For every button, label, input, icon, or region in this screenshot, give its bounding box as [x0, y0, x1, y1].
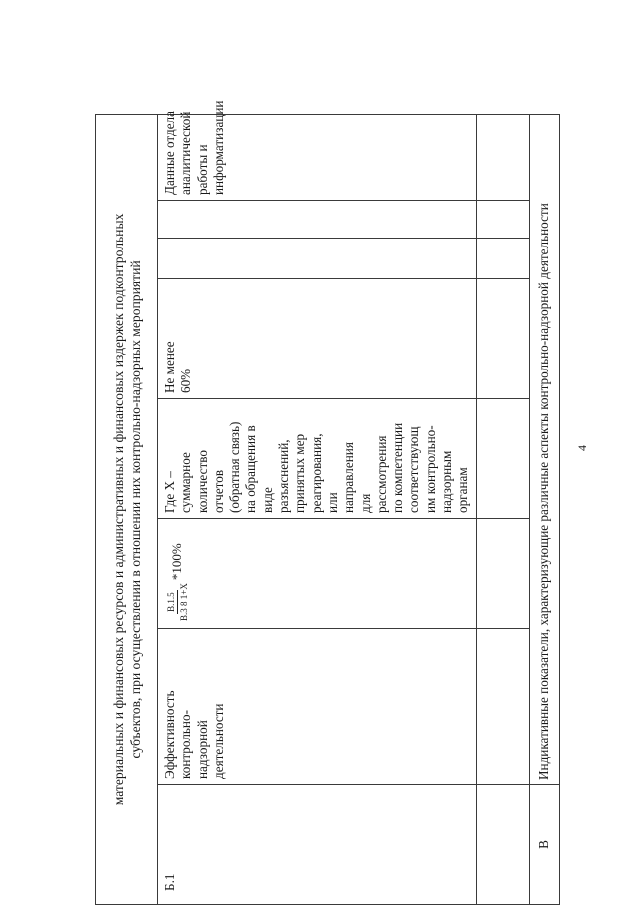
formula-numerator: В.1.5 — [166, 592, 176, 612]
target-line: 60% — [178, 368, 194, 393]
comment-line: по компетенции — [390, 422, 406, 513]
comment-line: виде — [259, 487, 275, 513]
formula-cell — [158, 519, 477, 629]
empty-cell — [476, 629, 529, 785]
page-number: 4 — [575, 445, 589, 451]
empty-cell — [476, 519, 529, 629]
name-line: Эффективность — [162, 690, 177, 779]
formula — [166, 543, 189, 623]
source-line: информатизации — [210, 100, 226, 195]
indicator-name — [158, 629, 477, 785]
formula-fraction — [166, 581, 189, 623]
comment-line: на обращения в — [243, 425, 259, 513]
comment-line: суммарное — [178, 452, 194, 513]
comment-line: им контрольно- — [422, 425, 438, 513]
section-header-row — [96, 114, 158, 904]
table-rotator — [95, 100, 552, 905]
section-title — [529, 114, 559, 784]
section-header-line: субъектов, при осуществлении в отношении них контрольно-надзорных мероприятий — [127, 260, 143, 759]
empty-cell — [476, 114, 529, 200]
name-line: контрольно- — [178, 710, 194, 779]
target-line: Не менее — [162, 341, 177, 393]
comment-line: Где X – — [162, 471, 177, 513]
comment-line: направления — [341, 442, 357, 513]
source-line: работы и — [194, 144, 210, 195]
empty-cell — [476, 201, 529, 239]
empty-cell — [476, 279, 529, 399]
section-v-row — [529, 114, 559, 904]
rotated-page — [95, 0, 552, 905]
name-line: деятельности — [210, 703, 226, 779]
section-code-text: В — [535, 840, 551, 849]
section-header — [96, 114, 158, 904]
source-line: аналитической — [178, 111, 194, 195]
empty-row — [476, 114, 529, 904]
comment-line: количество — [194, 450, 210, 513]
source-line: Данные отдела — [162, 111, 177, 195]
row-b1 — [158, 114, 477, 904]
comment-line: разъяснений, — [276, 439, 292, 513]
comment-line: реагирования, — [308, 433, 324, 513]
comment-line: (обратная связь) — [227, 421, 243, 513]
row-code-text: Б.1 — [162, 873, 177, 891]
empty-cell — [476, 785, 529, 905]
comment-line: или — [324, 492, 340, 513]
formula-suffix: *100% — [169, 543, 185, 581]
comment-line: рассмотрения — [373, 435, 389, 513]
empty-cell — [476, 399, 529, 519]
empty-cell — [476, 239, 529, 279]
comment-line: принятых мер — [292, 433, 308, 513]
comment-line: для — [357, 493, 373, 513]
section-header-line: материальных и финансовых ресурсов и административных и финансовых издержек подконтрольных — [110, 213, 126, 806]
source-cell — [158, 100, 477, 200]
comment-cell — [158, 399, 477, 519]
comment-line: соответствующ — [406, 426, 422, 513]
comment-line: отчетов — [210, 469, 226, 513]
name-line: надзорной — [194, 720, 210, 779]
comment-line: органам — [455, 467, 471, 513]
section-code — [529, 785, 559, 905]
section-title-text: Индикативные показатели, характеризующие различные аспекты контрольно-надзорной деятельности — [535, 203, 551, 780]
empty-cell — [158, 239, 477, 279]
formula-denominator: В.3 8 1+X — [179, 583, 189, 621]
comment-line: надзорным — [439, 450, 455, 513]
indicator-table — [95, 100, 560, 905]
row-code — [158, 785, 477, 905]
target-cell — [158, 279, 477, 399]
empty-cell — [158, 201, 477, 239]
